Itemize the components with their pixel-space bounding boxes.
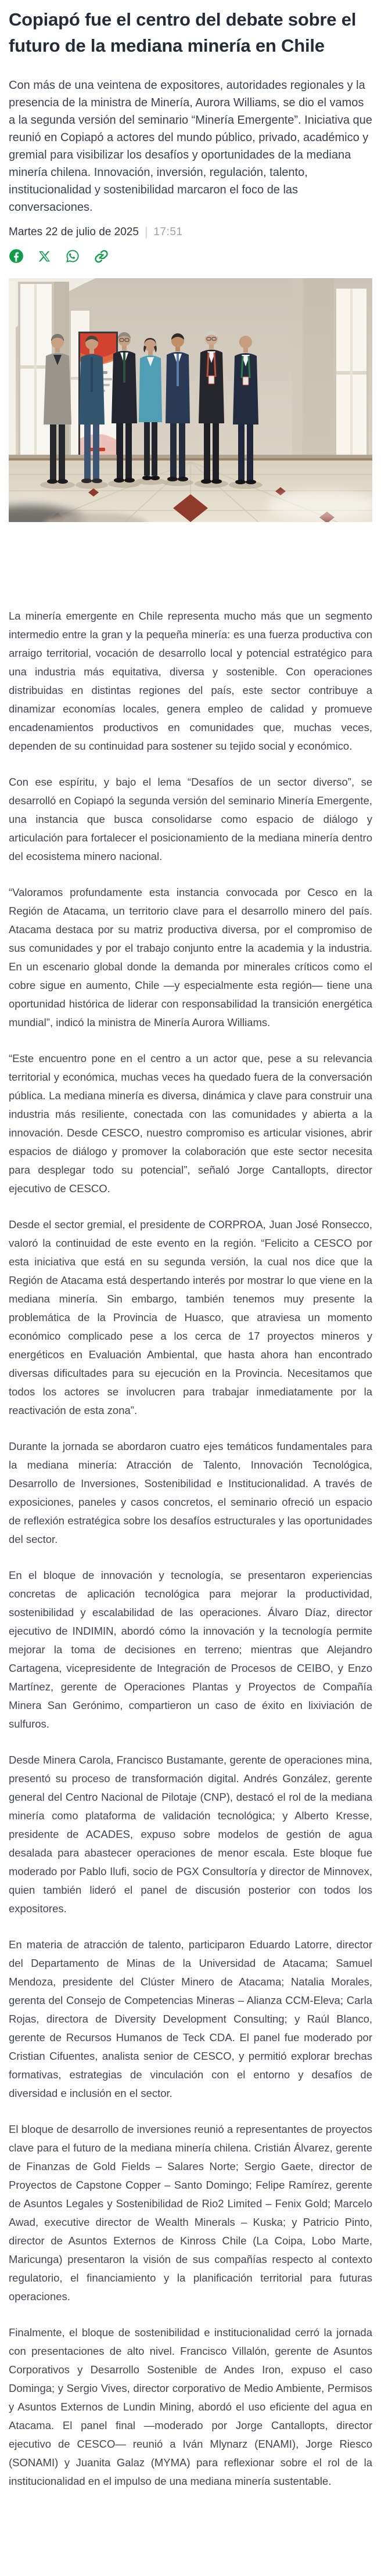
- article-lead: Con más de una veintena de expositores, autoridades regionales y la presencia de la ministra de Minería, Aurora Williams, se dio el vamos a la segunda versión del seminario “Minería Emergente”. Iniciativa que reunió en Copiapó a actores del mundo público, privado, académico y gremial para visibilizar los desafíos y oportunidades de la mediana minería chilena. Innovación, inversión, regulación, talento, institucionalidad y sostenibilidad marcaron el foco de las conversaciones.: [9, 78, 372, 214]
- date-row: [9, 225, 372, 239]
- page-title: Copiapó fue el centro del debate sobre el futuro de la mediana minería en Chile: [9, 9, 357, 56]
- article-paragraph: En el bloque de innovación y tecnología, se presentaron experiencias concretas de aplicación tecnológica para mejorar la productividad, sostenibilidad y escalabilidad de las operaciones. Álvaro Díaz, director ejecutivo de INDIMIN, abordó cómo la innovación y la tecnología permite mejorar la toma de decisiones en terreno; mientras que Alejandro Cartagena, vicepresidente de Integración de Procesos de CEIBO, y Enzo Martínez, gerente de Operaciones Plantas y Proyectos de Compañía Minera San Gerónimo, compartieron un caso de éxito en lixiviación de sulfuros.: [9, 1568, 372, 1730]
- article-paragraph: “Valoramos profundamente esta instancia convocada por Cesco en la Región de Atacama, un territorio clave para el desarrollo minero del país. Atacama destaca por su matriz productiva diversa, por el compromiso de sus comunidades y por el trabajo conjunto entre la academia y la industria. En un escenario global donde la demanda por minerales críticos como el cobre sigue en aumento, Chile —y especialmente esta región— tiene una oportunidad histórica de liderar con responsabilidad la transición energética mundial”, indicó la ministra de Minería Aurora Williams.: [9, 886, 372, 1028]
- whatsapp-icon: [65, 249, 80, 264]
- article-paragraph: El bloque de desarrollo de inversiones reunió a representantes de proyectos clave para el futuro de la mediana minería chilena. Cristián Álvarez, gerente de Finanzas de Gold Fields – Salares Norte; Sergio Gaete, director de Proyectos de Capstone Copper – Santo Domingo; Felipe Ramírez, gerente de Asuntos Legales y Sostenibilidad de Rio2 Limited – Fenix Gold; Marcelo Awad, executive director de Wealth Minerals – Kuska; y Patricio Pinto, director de Asuntos Externos de Kinross Chile (La Coipa, Lobo Marte, Maricunga) presentaron la visión de sus compañías respecto al contexto regulatorio, el financiamiento y la planificación territorial para futuras operaciones.: [9, 2122, 372, 2302]
- group-photo-illustration: [9, 278, 372, 522]
- article-paragraph: Con ese espíritu, y bajo el lema “Desafíos de un sector diverso”, se desarrolló en Copiapó la segunda versión del seminario Minería Emergente, una instancia que busca consolidarse como espacio de diálogo y articulación para fortalecer el posicionamiento de la mediana minería dentro del ecosistema minero nacional.: [9, 775, 372, 862]
- article-body: [9, 607, 372, 2491]
- article-paragraph: “Este encuentro pone en el centro a un actor que, pese a su relevancia territorial y económica, muchas veces ha quedado fuera de la conversación pública. La mediana minería es diversa, dinámica y clave para construir una industria más resiliente, conectada con las comunidades y abierta a la innovación. Desde CESCO, nuestro compromiso es articular visiones, abrir espacios de diálogo y promover la colaboración que este sector necesita para desplegar todo su potencial”, señaló Jorge Cantallopts, director ejecutivo de CESCO.: [9, 1052, 372, 1195]
- share-row: [9, 249, 372, 264]
- copy-link-button[interactable]: [94, 249, 109, 264]
- facebook-icon: [9, 249, 24, 264]
- x-share-button[interactable]: [37, 249, 52, 264]
- publish-date: Martes 22 de julio de 2025: [9, 225, 139, 238]
- facebook-share-button[interactable]: [9, 249, 24, 264]
- whatsapp-share-button[interactable]: [65, 249, 80, 264]
- x-icon: [37, 249, 52, 264]
- publish-time: 17:51: [153, 225, 183, 238]
- link-icon: [94, 249, 109, 264]
- article-paragraph: La minería emergente en Chile representa mucho más que un segmento intermedio entre la gran y la pequeña minería: es una fuerza productiva con arraigo territorial, vocación de desarrollo local y potencial estratégico para una industria más equitativa, diversa y sostenible. Con operaciones distribuidas en distintas regiones del país, este sector contribuye a dinamizar economías locales, genera empleo de calidad y promueve encadenamientos productivos en comunidades que, muchas veces, dependen de su continuidad para sostener su tejido social y económico.: [9, 609, 372, 752]
- article-paragraph: Desde Minera Carola, Francisco Bustamante, gerente de operaciones mina, presentó su proceso de transformación digital. Andrés González, gerente general del Centro Nacional de Pilotaje (CNP), destacó el rol de la mediana minería como plataforma de validación tecnológica; y Alberto Kresse, presidente de ACADES, expuso sobre modelos de gestión de agua desalada para abastecer operaciones de menor escala. Este bloque fue moderado por Pablo Ilufi, socio de PGX Consultoría y director de Minnovex, quien también lideró el panel de discusión posterior con todos los expositores.: [9, 1753, 372, 1915]
- article-photo: [9, 278, 372, 522]
- article-paragraph: En materia de atracción de talento, participaron Eduardo Latorre, director del Departamento de Minas de la Universidad de Atacama; Samuel Mendoza, presidente del Clúster Minero de Atacama; Natalia Morales, gerenta del Consejo de Competencias Mineras – Alianza CCM-Eleva; Carla Rojas, directora de Diversity Development Consulting; y Raúl Blanco, gerente de Recursos Humanos de Teck CDA. El panel fue moderado por Cristian Cifuentes, analista senior de CESCO, y permitió explorar brechas formativas, estrategias de vinculación con el entorno y desafíos de diversidad e inclusión en el sector.: [9, 1938, 372, 2099]
- date-separator: |: [144, 225, 148, 239]
- article-paragraph: Durante la jornada se abordaron cuatro ejes temáticos fundamentales para la mediana minería: Atracción de Talento, Innovación Tecnológica, Desarrollo de Inversiones, Sostenibilidad e Institucionalidad. A través de exposiciones, paneles y casos concretos, el seminario ofreció un espacio de reflexión estratégica sobre los desafíos estructurales y las oportunidades del sector.: [9, 1440, 372, 1545]
- article-paragraph: Desde el sector gremial, el presidente de CORPROA, Juan José Ronsecco, valoró la continuidad de este evento en la región. “Felicito a CESCO por esta iniciativa que está en su segunda versión, la cual nos dice que la Región de Atacama está despertando interés por mostrar lo que viene en la mediana minería. Sin embargo, también tenemos muy presente la problemática de la Provincia de Huasco, que atraviesa un momento económico complicado pese a los cerca de 17 proyectos mineros y energéticos en Evaluación Ambiental, que hasta ahora han encontrado diversas dificultades para su ejecución en la Provincia. Necesitamos que todos los actores se involucren para trabajar inmediatamente por la reactivación de esta zona”.: [9, 1218, 372, 1416]
- article-paragraph: Finalmente, el bloque de sostenibilidad e institucionalidad cerró la jornada con presentaciones de alto nivel. Francisco Villalón, gerente de Asuntos Corporativos y Desarrollo Sostenible de Andes Iron, expuso el caso Dominga; y Sergio Vives, director corporativo de Medio Ambiente, Permisos y Asuntos Externos de Lundin Mining, abordó el uso eficiente del agua en Atacama. El panel final —moderado por Jorge Cantallopts, director ejecutivo de CESCO— reunió a Iván Mlynarz (ENAMI), Jorge Riesco (SONAMI) y Juanita Galaz (MYMA) para reflexionar sobre el rol de la institucionalidad en el impulso de una mediana minería sustentable.: [9, 2326, 372, 2487]
